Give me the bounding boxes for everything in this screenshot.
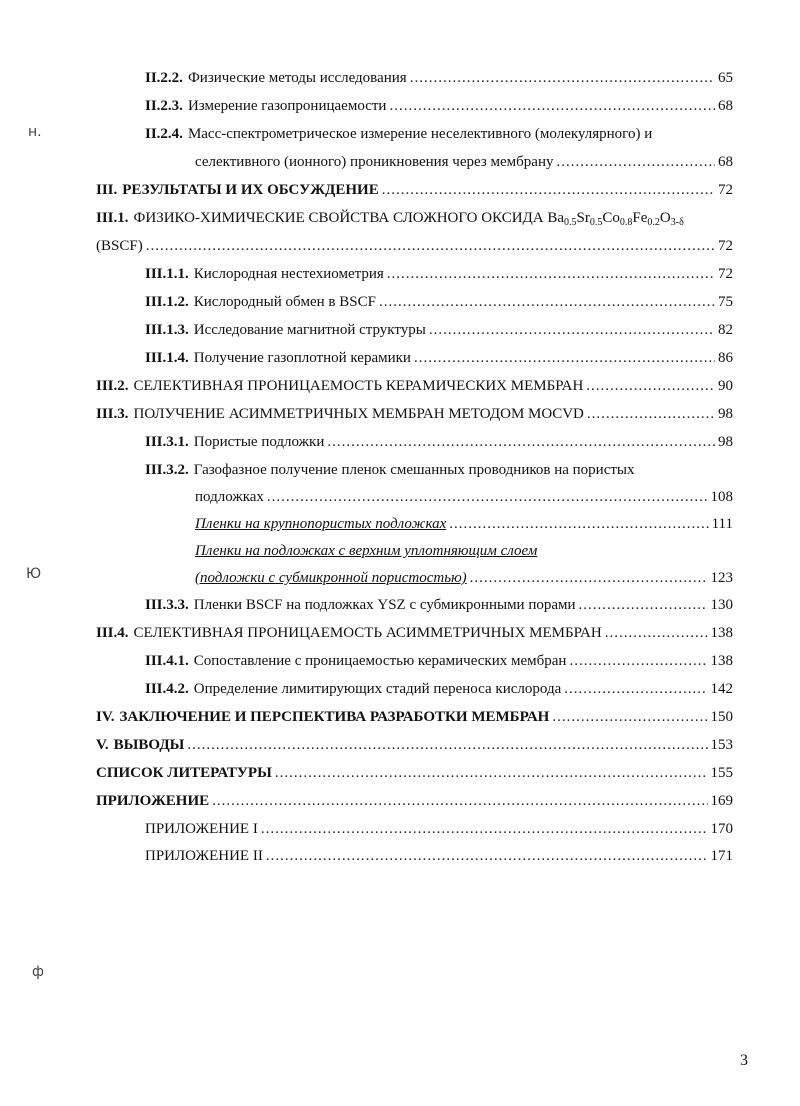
section-title: ПРИЛОЖЕНИЕ II bbox=[145, 848, 263, 864]
section-title: Пленки на крупнопористых подложках bbox=[195, 516, 447, 532]
section-title: Получение газоплотной керамики bbox=[193, 350, 411, 366]
page-ref: 123 bbox=[710, 570, 733, 586]
section-number: III.1.1. bbox=[145, 266, 189, 282]
page-ref: 155 bbox=[710, 765, 733, 781]
leader-dots bbox=[449, 514, 708, 534]
leader-dots bbox=[327, 432, 715, 452]
toc-line-2-2-4 bbox=[145, 124, 733, 144]
section-number: III.4. bbox=[96, 625, 129, 641]
section-title: Масс-спектрометрическое измерение неселективного (молекулярного) и bbox=[187, 126, 653, 142]
toc-line-3-1-1 bbox=[145, 264, 733, 284]
page-number: 3 bbox=[740, 1052, 748, 1069]
leader-dots bbox=[429, 320, 715, 340]
section-title: СЕЛЕКТИВНАЯ ПРОНИЦАЕМОСТЬ КЕРАМИЧЕСКИХ МЕМБРАН bbox=[133, 378, 584, 394]
page-ref: 171 bbox=[710, 848, 733, 864]
section-number: II.2.4. bbox=[145, 126, 183, 142]
toc-line-sub-sealing-layer bbox=[195, 541, 733, 561]
leader-dots bbox=[266, 846, 708, 866]
page-ref: 169 bbox=[710, 793, 733, 809]
section-number: III.1.3. bbox=[145, 322, 189, 338]
section-title: подложках bbox=[195, 489, 264, 505]
page-ref: 111 bbox=[711, 516, 733, 532]
toc-line-3-4-2 bbox=[145, 679, 733, 699]
page-ref: 130 bbox=[710, 597, 733, 613]
page-ref: 72 bbox=[718, 266, 733, 282]
section-title: (подложки с субмикронной пористостью) bbox=[195, 570, 467, 586]
section-number: III.2. bbox=[96, 378, 129, 394]
section-title: ФИЗИКО-ХИМИЧЕСКИЕ СВОЙСТВА СЛОЖНОГО ОКСИДА $Ba_{0.5}Sr_{0.5}Co_{0.8}Fe_{0.2}O_{3-\delta}$ bbox=[133, 210, 684, 228]
toc-line-3 bbox=[96, 180, 733, 200]
toc-line-3-3 bbox=[96, 404, 733, 424]
leader-dots bbox=[470, 568, 708, 588]
page-ref: 68 bbox=[718, 154, 733, 170]
toc-line-3-4 bbox=[96, 623, 733, 643]
section-title: СПИСОК ЛИТЕРАТУРЫ bbox=[96, 765, 272, 781]
toc-line-appendix-2 bbox=[145, 846, 733, 866]
page-ref: 170 bbox=[710, 821, 733, 837]
page-ref: 82 bbox=[718, 322, 733, 338]
toc-line-references bbox=[96, 763, 733, 783]
leader-dots bbox=[212, 791, 707, 811]
section-title: Газофазное получение пленок смешанных проводников на пористых bbox=[193, 462, 635, 478]
section-title: ЗАКЛЮЧЕНИЕ И ПЕРСПЕКТИВА РАЗРАБОТКИ МЕМБРАН bbox=[119, 709, 550, 725]
section-number: III. bbox=[96, 182, 118, 198]
margin-mark: Ю bbox=[26, 566, 42, 582]
leader-dots bbox=[382, 180, 715, 200]
section-number: III.1. bbox=[96, 210, 129, 226]
leader-dots bbox=[267, 487, 708, 507]
toc-line-sub-sealing-layer-cont bbox=[195, 568, 733, 588]
page-ref: 138 bbox=[710, 653, 733, 669]
section-title: СЕЛЕКТИВНАЯ ПРОНИЦАЕМОСТЬ АСИММЕТРИЧНЫХ МЕМБРАН bbox=[133, 625, 602, 641]
toc-line-appendix bbox=[96, 791, 733, 811]
leader-dots bbox=[389, 96, 715, 116]
leader-dots bbox=[569, 651, 707, 671]
section-title: Кислородная нестехиометрия bbox=[193, 266, 384, 282]
section-title: Пористые подложки bbox=[193, 434, 325, 450]
page-ref: 150 bbox=[710, 709, 733, 725]
section-number: II.2.2. bbox=[145, 70, 183, 86]
toc-line-2-2-4-cont bbox=[195, 152, 733, 172]
section-title: ПРИЛОЖЕНИЕ bbox=[96, 793, 210, 809]
section-title: РЕЗУЛЬТАТЫ И ИХ ОБСУЖДЕНИЕ bbox=[122, 182, 379, 198]
section-number: III.3.3. bbox=[145, 597, 189, 613]
section-title: (BSCF) bbox=[96, 238, 143, 254]
toc-line-3-3-2-cont bbox=[195, 487, 733, 507]
section-title: ПРИЛОЖЕНИЕ I bbox=[145, 821, 258, 837]
section-title: Пленки на подложках с верхним уплотняющим слоем bbox=[195, 543, 538, 559]
page-ref: 138 bbox=[710, 625, 733, 641]
leader-dots bbox=[586, 376, 715, 396]
toc-line-4 bbox=[96, 707, 733, 727]
leader-dots bbox=[275, 763, 708, 783]
toc-line-3-1-cont bbox=[96, 236, 733, 256]
toc-line-3-2 bbox=[96, 376, 733, 396]
toc-line-3-3-2 bbox=[145, 460, 733, 480]
page-ref: 108 bbox=[710, 489, 733, 505]
section-number: III.4.1. bbox=[145, 653, 189, 669]
section-title: Кислородный обмен в BSCF bbox=[193, 294, 376, 310]
margin-mark: ф bbox=[32, 964, 44, 980]
leader-dots bbox=[564, 679, 707, 699]
page-ref: 72 bbox=[718, 182, 733, 198]
leader-dots bbox=[579, 595, 708, 615]
leader-dots bbox=[187, 735, 707, 755]
leader-dots bbox=[410, 68, 715, 88]
leader-dots bbox=[587, 404, 715, 424]
section-number: V. bbox=[96, 737, 109, 753]
page-ref: 86 bbox=[718, 350, 733, 366]
section-number: II.2.3. bbox=[145, 98, 183, 114]
page-ref: 72 bbox=[718, 238, 733, 254]
page-ref: 75 bbox=[718, 294, 733, 310]
section-title: Пленки BSCF на подложках YSZ с субмикронными порами bbox=[193, 597, 576, 613]
leader-dots bbox=[379, 292, 715, 312]
leader-dots bbox=[146, 236, 715, 256]
page-ref: 98 bbox=[718, 406, 733, 422]
section-title: селективного (ионного) проникновения через мембрану bbox=[195, 154, 554, 170]
page-ref: 68 bbox=[718, 98, 733, 114]
section-title: Сопоставление с проницаемостью керамических мембран bbox=[193, 653, 567, 669]
toc-line-appendix-1 bbox=[145, 819, 733, 839]
toc-line-3-1-4 bbox=[145, 348, 733, 368]
leader-dots bbox=[605, 623, 708, 643]
section-number: III.1.2. bbox=[145, 294, 189, 310]
section-title: Определение лимитирующих стадий переноса кислорода bbox=[193, 681, 562, 697]
section-number: III.1.4. bbox=[145, 350, 189, 366]
section-number: III.3.1. bbox=[145, 434, 189, 450]
toc-line-3-3-1 bbox=[145, 432, 733, 452]
section-title: ПОЛУЧЕНИЕ АСИММЕТРИЧНЫХ МЕМБРАН МЕТОДОМ MOCVD bbox=[133, 406, 584, 422]
page-ref: 65 bbox=[718, 70, 733, 86]
section-title: Измерение газопроницаемости bbox=[187, 98, 387, 114]
page-ref: 142 bbox=[710, 681, 733, 697]
leader-dots bbox=[556, 152, 715, 172]
leader-dots bbox=[552, 707, 707, 727]
toc-line-3-1 bbox=[96, 208, 733, 228]
toc-line-3-1-2 bbox=[145, 292, 733, 312]
section-title: Физические методы исследования bbox=[187, 70, 407, 86]
toc-line-2-2-2 bbox=[145, 68, 733, 88]
section-title: Исследование магнитной структуры bbox=[193, 322, 426, 338]
leader-dots bbox=[261, 819, 708, 839]
page-ref: 90 bbox=[718, 378, 733, 394]
section-number: III.3.2. bbox=[145, 462, 189, 478]
section-number: IV. bbox=[96, 709, 115, 725]
page-ref: 98 bbox=[718, 434, 733, 450]
leader-dots bbox=[414, 348, 715, 368]
toc-line-3-3-3 bbox=[145, 595, 733, 615]
toc-line-5 bbox=[96, 735, 733, 755]
section-title: ВЫВОДЫ bbox=[113, 737, 185, 753]
page-ref: 153 bbox=[710, 737, 733, 753]
toc-line-3-4-1 bbox=[145, 651, 733, 671]
toc-line-2-2-3 bbox=[145, 96, 733, 116]
section-number: III.4.2. bbox=[145, 681, 189, 697]
margin-mark: н. bbox=[28, 124, 42, 140]
section-number: III.3. bbox=[96, 406, 129, 422]
toc-line-3-1-3 bbox=[145, 320, 733, 340]
leader-dots bbox=[387, 264, 715, 284]
toc-line-sub-large-pores bbox=[195, 514, 733, 534]
